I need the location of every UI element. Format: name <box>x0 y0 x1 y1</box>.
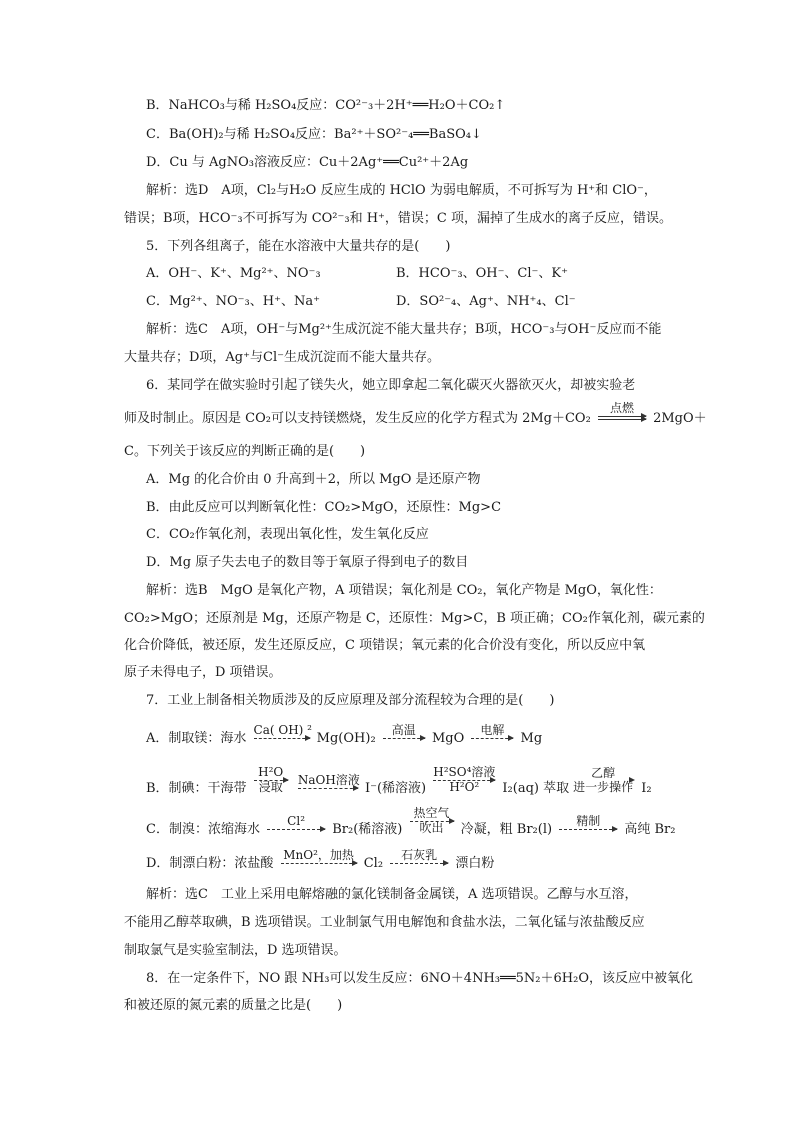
arrow-condition: H²O <box>258 765 284 779</box>
process-arrow <box>281 849 357 864</box>
explanation-line: CO₂>MgO；还原剂是 Mg，还原产物是 C，还原性：Mg>C，B 项正确；CO₂作氧化剂，碳元素的 <box>124 611 705 626</box>
arrow-condition: 乙醇 <box>591 766 616 780</box>
arrow-line <box>390 863 448 864</box>
process-arrow <box>410 807 454 835</box>
process-arrow <box>572 767 634 794</box>
q5-option-a: A．OH⁻、K⁺、Mg²⁺、NO⁻₃ <box>146 266 321 281</box>
question-8-stem: 8．在一定条件下，NO 跟 NH₃可以发生反应：6NO＋4NH₃══5N₂＋6H₂O，该反应中被氧化 <box>146 971 693 986</box>
option-label: B．制碘：干海带 <box>146 781 247 796</box>
question-6-stem-line2 <box>124 401 707 430</box>
arrow-line <box>298 788 358 789</box>
q7-option-a <box>146 723 543 747</box>
question-6-stem-line3: C。下列关于该反应的判断正确的是( ) <box>124 444 366 459</box>
option-d-line: D．Cu 与 AgNO₃溶液反应：Cu＋2Ag⁺══Cu²⁺＋2Ag <box>146 155 469 170</box>
arrow-condition: 电解 <box>480 723 505 737</box>
option-b-line: B．NaHCO₃与稀 H₂SO₄反应：CO²⁻₃＋2H⁺══H₂O＋CO₂↑ <box>146 98 506 113</box>
explanation-line: 错误；B项，HCO⁻₃不可拆写为 CO²⁻₃和 H⁺，错误；C 项，漏掉了生成水的离子反应，错误。 <box>124 211 672 226</box>
explanation-line: 制取氯气是实验室制法，D 选项错误。 <box>124 943 347 958</box>
explanation-line: 大量共存；D项，Ag⁺与Cl⁻生成沉淀而不能大量共存。 <box>124 350 440 365</box>
arrow-line <box>598 419 646 420</box>
option-label: D．制漂白粉：浓盐酸 <box>146 856 274 871</box>
explanation-line: 解析：选C A项，OH⁻与Mg²⁺生成沉淀不能大量共存；B项，HCO⁻₃与OH⁻反应而不能 <box>146 322 662 337</box>
explanation-line: 化合价降低，被还原，发生还原反应，C 项错误；氧元素的化合价没有变化，所以反应中氧 <box>124 638 646 653</box>
process-arrow <box>254 724 310 739</box>
option-c-line: C．Ba(OH)₂与稀 H₂SO₄反应：Ba²⁺＋SO²⁻₄══BaSO₄↓ <box>146 127 482 142</box>
arrow-line <box>254 780 288 781</box>
arrow-line <box>267 829 325 830</box>
arrow-condition: 精制 <box>576 814 601 828</box>
explanation-line: 原子未得电子，D 项错误。 <box>124 665 282 680</box>
intermediate: MgO <box>431 731 465 746</box>
q6-option-a: A．Mg 的化合价由 0 升高到＋2，所以 MgO 是还原产物 <box>146 472 481 487</box>
process-arrow <box>433 766 495 794</box>
arrow-condition: 吹出 <box>419 821 444 835</box>
process-arrow <box>390 849 448 864</box>
q6-option-c: C．CO₂作氧化剂，表现出氧化性，发生氧化反应 <box>146 527 429 542</box>
intermediate: Mg(OH)₂ <box>316 731 376 746</box>
arrow-line <box>598 416 646 417</box>
intermediate: I₂(aq) <box>502 781 539 796</box>
arrow-line <box>559 829 617 830</box>
arrow-condition: H²O² <box>449 780 480 794</box>
reaction-arrow <box>598 402 646 420</box>
option-label: C．制溴：浓缩海水 <box>146 822 260 837</box>
intermediate: 冷凝，粗 Br₂(l) <box>460 822 553 837</box>
arrow-line <box>281 863 357 864</box>
arrow-condition: 热空气 <box>413 806 450 820</box>
intermediate: Cl₂ <box>363 856 384 871</box>
explanation-line: 解析：选B MgO 是氧化产物，A 项错误；氧化剂是 CO₂，氧化产物是 MgO，氧化性： <box>146 583 662 598</box>
q5-option-c: C．Mg²⁺、NO⁻₃、H⁺、Na⁺ <box>146 294 320 309</box>
arrow-line <box>471 738 513 739</box>
process-arrow <box>559 815 617 830</box>
q6-option-d: D．Mg 原子失去电子的数目等于氧原子得到电子的数目 <box>146 555 469 570</box>
intermediate: I⁻(稀溶液) <box>364 781 427 796</box>
arrow-condition: Ca( OH) ² <box>253 723 312 737</box>
arrow-condition: 进一步操作 <box>573 780 634 794</box>
arrow-line <box>254 738 310 739</box>
question-7-stem: 7．工业上制备相关物质涉及的反应原理及部分流程较为合理的是( ) <box>146 693 555 708</box>
process-arrow <box>254 766 288 794</box>
arrow-condition: Cl² <box>287 814 306 828</box>
arrow-condition: 高温 <box>391 723 416 737</box>
text-segment: 2MgO＋ <box>653 411 707 426</box>
explanation-line: 不能用乙醇萃取碘，B 选项错误。工业制氯气用电解饱和食盐水法，二氧化锰与浓盐酸反应 <box>124 915 645 930</box>
intermediate: Br₂(稀溶液) <box>332 822 403 837</box>
q7-option-d <box>146 848 495 872</box>
product: 高纯 Br₂ <box>624 822 676 837</box>
process-arrow <box>471 724 513 739</box>
q6-option-b: B．由此反应可以判断氧化性：CO₂>MgO，还原性：Mg>C <box>146 500 502 515</box>
product: 漂白粉 <box>455 856 495 871</box>
q7-option-c <box>146 808 675 838</box>
arrow-line <box>410 821 454 822</box>
condition-label: 点燃 <box>609 401 634 415</box>
process-arrow <box>383 724 425 739</box>
arrow-condition: MnO²，加热 <box>283 848 354 862</box>
question-5-stem: 5．下列各组离子，能在水溶液中大量共存的是( ) <box>146 239 451 254</box>
q5-option-b: B．HCO⁻₃、OH⁻、Cl⁻、K⁺ <box>396 266 568 281</box>
explanation-line: 解析：选D A项，Cl₂与H₂O 反应生成的 HClO 为弱电解质，不可拆写为 H⁺和 ClO⁻， <box>146 183 657 198</box>
question-6-stem: 6．某同学在做实验时引起了镁失火，她立即拿起二氧化碳灭火器欲灭火，却被实验老 <box>146 378 636 393</box>
arrow-condition: 浸取 <box>258 780 283 794</box>
arrow-condition: H²SO⁴溶液 <box>433 765 496 779</box>
text-segment: 师及时制止。原因是 CO₂可以支持镁燃烧，发生反应的化学方程式为 2Mg＋CO₂ <box>124 411 591 426</box>
arrow-condition: 石灰乳 <box>401 848 438 862</box>
arrow-line <box>383 738 425 739</box>
arrow-line <box>433 780 495 781</box>
step-label: 萃取 <box>543 781 570 796</box>
explanation-line: 解析：选C 工业上采用电解熔融的氯化镁制备金属镁，A 选项错误。乙醇与水互溶， <box>146 887 638 902</box>
q7-option-b <box>146 767 652 797</box>
process-arrow <box>267 815 325 830</box>
arrow-condition: NaOH溶液 <box>297 773 360 787</box>
product: Mg <box>520 731 543 746</box>
question-8-stem-line2: 和被还原的氮元素的质量之比是( ) <box>124 998 343 1013</box>
q5-option-d: D．SO²⁻₄、Ag⁺、NH⁺₄、Cl⁻ <box>396 294 576 309</box>
process-arrow <box>298 774 358 789</box>
product: I₂ <box>641 781 652 796</box>
option-label: A．制取镁：海水 <box>146 731 247 746</box>
